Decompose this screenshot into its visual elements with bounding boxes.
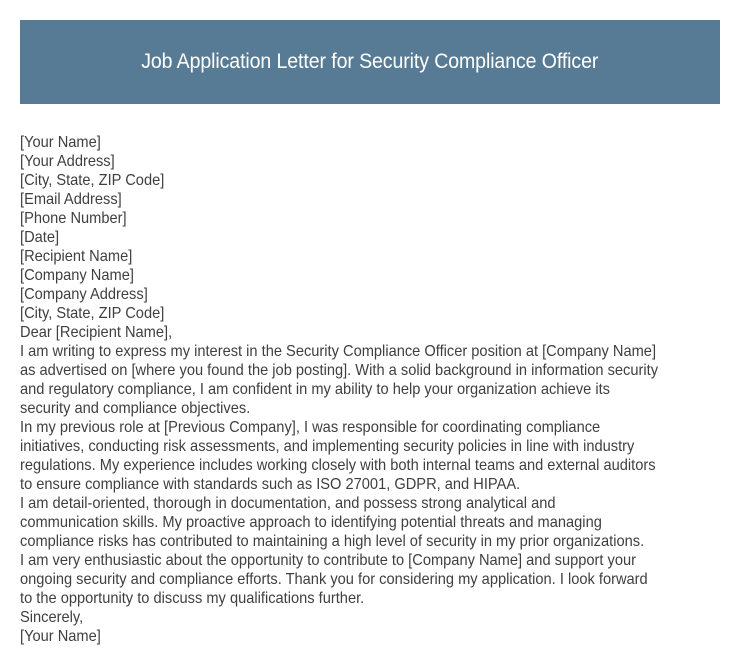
- recipient-company-address: [Company Address]: [20, 286, 148, 303]
- paragraph-intro: [20, 342, 732, 418]
- sender-city-state-zip: [City, State, ZIP Code]: [20, 172, 165, 189]
- sender-phone: [Phone Number]: [20, 210, 127, 227]
- paragraph-line: as advertised on [where you found the job posting]. With a solid background in information security: [20, 362, 659, 379]
- paragraph-skills: [20, 494, 732, 551]
- letter-date: [Date]: [20, 229, 60, 246]
- paragraph-line: I am detail-oriented, thorough in documentation, and possess strong analytical and: [20, 495, 556, 512]
- sender-name: [Your Name]: [20, 134, 101, 151]
- closing: Sincerely,: [20, 609, 84, 626]
- paragraph-line: security and compliance objectives.: [20, 400, 251, 417]
- paragraph-line: I am very enthusiastic about the opportunity to contribute to [Company Name] and support your: [20, 552, 637, 569]
- paragraph-line: initiatives, conducting risk assessments, and implementing security policies in line with industry: [20, 438, 635, 455]
- salutation: Dear [Recipient Name],: [20, 324, 173, 341]
- page-header: [20, 20, 720, 104]
- recipient-name: [Recipient Name]: [20, 248, 133, 265]
- paragraph-line: In my previous role at [Previous Company], I was responsible for coordinating compliance: [20, 419, 601, 436]
- sender-email: [Email Address]: [20, 191, 122, 208]
- paragraph-experience: [20, 418, 732, 494]
- paragraph-line: to the opportunity to discuss my qualifications further.: [20, 590, 365, 607]
- paragraph-line: ongoing security and compliance efforts. Thank you for considering my application. I look forward: [20, 571, 648, 588]
- page-title: Job Application Letter for Security Compliance Officer: [141, 50, 599, 73]
- paragraph-line: compliance risks has contributed to maintaining a high level of security in my prior organizations.: [20, 533, 645, 550]
- signature: [Your Name]: [20, 628, 101, 645]
- paragraph-line: regulations. My experience includes working closely with both internal teams and external auditors: [20, 457, 656, 474]
- paragraph-line: to ensure compliance with standards such as ISO 27001, GDPR, and HIPAA.: [20, 476, 521, 493]
- recipient-city-state-zip: [City, State, ZIP Code]: [20, 305, 165, 322]
- letter-body: [20, 133, 732, 646]
- paragraph-closing: [20, 551, 732, 608]
- paragraph-line: communication skills. My proactive approach to identifying potential threats and managing: [20, 514, 602, 531]
- paragraph-line: and regulatory compliance, I am confident in my ability to help your organization achieve its: [20, 381, 610, 398]
- paragraph-line: I am writing to express my interest in the Security Compliance Officer position at [Company Name]: [20, 343, 657, 360]
- recipient-company: [Company Name]: [20, 267, 134, 284]
- sender-address: [Your Address]: [20, 153, 115, 170]
